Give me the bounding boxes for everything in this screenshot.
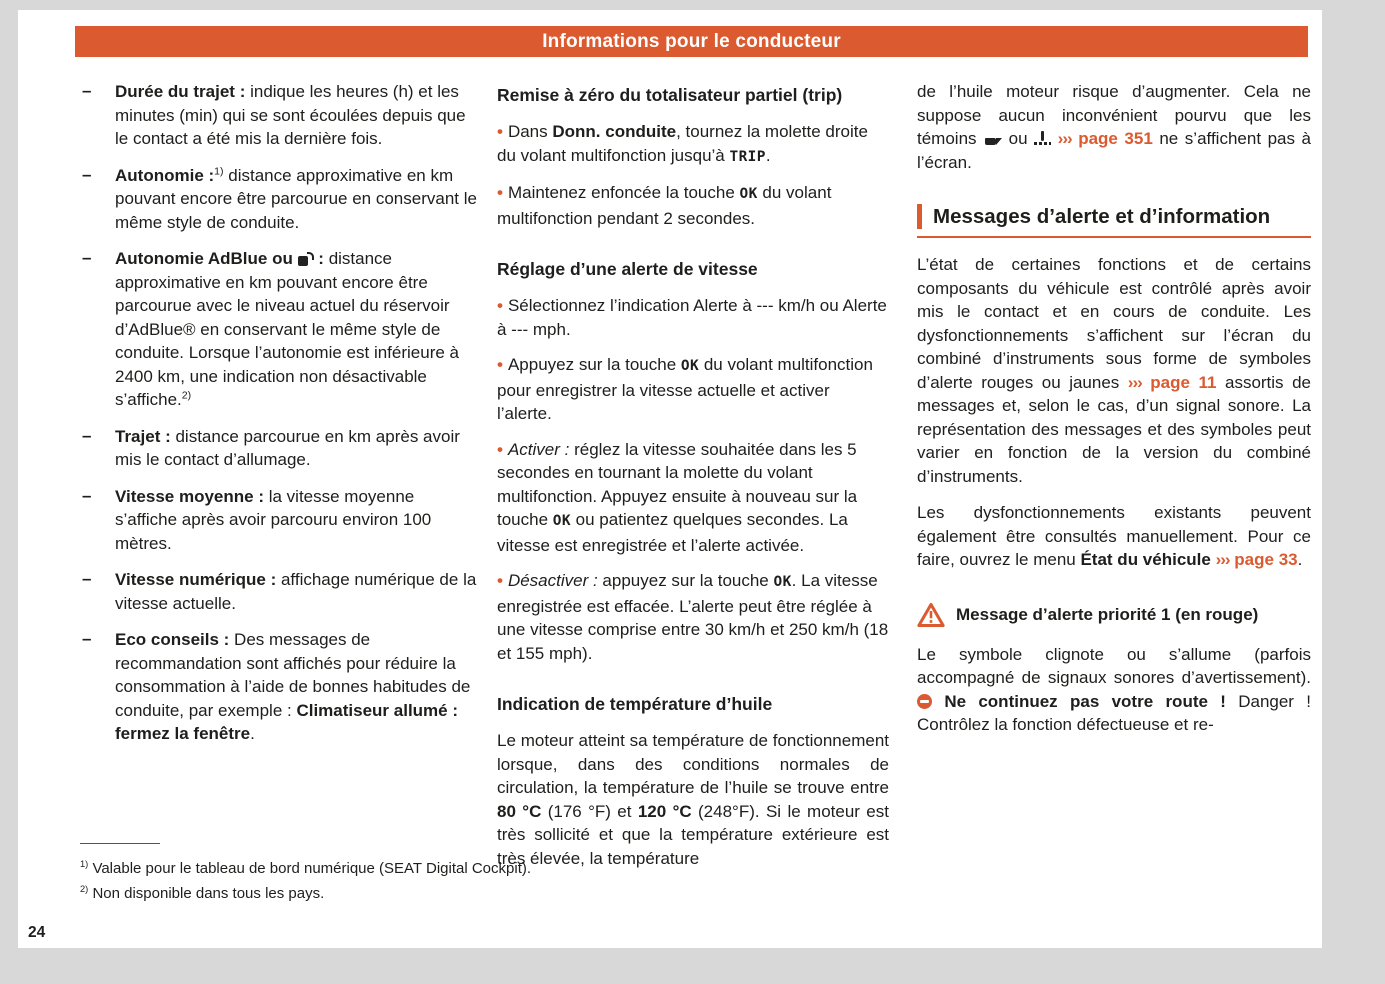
heading-oil-temperature: Indication de température d’huile — [497, 694, 773, 714]
bullet-text: Dans Donn. conduite, tournez la molette droite du volant multifonction jusqu’à TRIP. — [497, 122, 868, 165]
text-run: Trajet : — [115, 426, 171, 446]
text-run: Activer : — [507, 439, 570, 459]
text-run: État du véhicule — [1080, 550, 1211, 569]
bullet-item — [497, 438, 889, 558]
text-run: Vitesse numérique : — [115, 570, 277, 589]
text-run: 1) — [80, 859, 89, 869]
dash-bullet: – — [82, 569, 92, 588]
text-run: OK — [773, 574, 792, 590]
footnote-divider — [80, 843, 160, 844]
list-item-eco-conseils — [80, 628, 478, 746]
list-item-vitesse-numerique — [80, 568, 478, 615]
list-item-text: Eco conseils : Des messages de recommandation sont affichés pour réduire la consommation à l’aide de bonnes habitudes de conduite, par exemple : Climatiseur allumé : fermez la fenêtre. — [115, 630, 471, 743]
footnote-1: $^{1)}$ Valable pour le tableau de bord numérique (SEAT Digital Cockpit). — [80, 859, 532, 877]
bullet-text: Maintenez enfoncée la touche OK du volant multifonction pendant 2 secondes. — [497, 183, 832, 228]
text-run: Donn. conduite — [552, 122, 677, 141]
bullet-dot: • — [497, 355, 503, 374]
text-run: page 11 — [1150, 372, 1217, 392]
text-run: Eco conseils : — [115, 630, 230, 649]
text-run: ››› — [1215, 550, 1230, 569]
list-item-text: Vitesse numérique : affichage numérique de la vitesse actuelle. — [115, 570, 477, 613]
dash-bullet: – — [82, 81, 92, 100]
alert-priority-heading — [917, 602, 1311, 628]
alert-priority-title: Message d’alerte priorité 1 (en rouge) — [956, 604, 1259, 624]
list-item-text: Trajet : distance parcourue en km après avoir mis le contact d’allumage. — [115, 426, 460, 469]
list-item-vitesse-moyenne — [80, 485, 478, 556]
text-run: OK — [552, 513, 571, 529]
text-run: Durée du trajet : — [115, 82, 246, 101]
page-header — [75, 26, 1308, 57]
list-item-trajet — [80, 425, 478, 472]
paragraph-alert-priority-body: Le symbole clignote ou s’allume (parfois accompagné de signaux sonores d’avertissement). Ne continuez pas votre route ! Danger ! Contrôlez la fonction défectueuse et re- — [917, 644, 1311, 734]
bullet-dot: • — [497, 296, 503, 315]
bullet-text: Activer : réglez la vitesse souhaitée dans les 5 secondes en tournant la molette du volant multifonction. Appuyez ensuite à nouveau sur la touche OK ou patientez quelques secondes. La vitesse est enregistrée et l’alerte activée. — [497, 439, 858, 555]
list-item-duree-du-trajet — [80, 80, 478, 151]
bullet-item — [497, 181, 889, 230]
text-run: Climatiseur allumé : fermez la fenêtre — [115, 700, 459, 743]
section-heading-wrapper — [917, 204, 1311, 238]
footnote-2: $^{2)}$ Non disponible dans tous les pays. — [80, 884, 325, 902]
bullet-text: Appuyez sur la touche OK du volant multifonction pour enregistrer la vitesse actuelle et activer l’alerte. — [497, 355, 873, 423]
bullet-text: Sélectionnez l’indication Alerte à --- km/h ou Alerte à --- mph. — [497, 296, 887, 339]
text-run: page 351 — [1078, 129, 1153, 148]
manual-page-surface — [18, 10, 1322, 948]
text-run: Désactiver : — [507, 571, 598, 590]
list-item-text: Autonomie AdBlue ou : distance approximative en km pouvant encore être parcourue avec le niveau actuel du réservoir d’AdBlue® en conservant le même style de conduite. Lorsque l’autonomie est inférieure à 2400 km, une indication non désactivable s’affiche.$^{2)}$ — [115, 249, 459, 409]
text-run: ››› — [1057, 129, 1072, 148]
paragraph-oil-temperature: Le moteur atteint sa température de fonctionnement lorsque, dans des conditions normales de circulation, la température de l’huile se trouve entre 80 °C (176 °F) et 120 °C (248°F). Si le moteur est très sollicité et que la température extérieure est très élevée, la température — [497, 731, 889, 868]
page-header-title: Informations pour le conducteur — [542, 30, 841, 52]
bullet-dot: • — [497, 183, 503, 202]
text-run: 1) — [214, 164, 224, 177]
heading-speed-alert: Réglage d’une alerte de vitesse — [497, 259, 758, 279]
dash-bullet: – — [82, 629, 92, 648]
paragraph-alert-intro: L’état de certaines fonctions et de certains composants du véhicule est contrôlé après avoir mis le contact et en cours de conduite. Les dysfonctionnements s’affichent sur l’écran du combiné d’instruments sous forme de symboles d’alerte rouges ou jaunes ››› page 11 assortis de messages et, selon le cas, d’un signal sonore. La représentation des messages et des symboles peut varier en fonction de la version du combiné d’instruments. — [917, 255, 1311, 486]
text-run: Vitesse moyenne : — [115, 486, 264, 506]
dash-bullet: – — [82, 425, 92, 445]
text-run: : — [313, 249, 324, 268]
page-number: 24 — [28, 924, 46, 941]
list-item-text: Autonomie :$^{1)}$ distance approximative en km pouvant encore être parcourue en conservant le même style de conduite. — [115, 164, 477, 232]
text-run: page 33 — [1234, 550, 1298, 569]
stop-icon — [917, 694, 932, 709]
section-heading-alert-messages: Messages d’alerte et d’information — [917, 204, 1311, 229]
dash-bullet: – — [82, 485, 92, 505]
text-run: TRIP — [729, 148, 766, 165]
middle-column — [497, 80, 889, 883]
bullet-dot: • — [497, 439, 503, 459]
text-run: OK — [739, 186, 758, 202]
paragraph-oil-temperature-continued: de l’huile moteur risque d’augmenter. Cela ne suppose aucun inconvénient pourvu que les témoins ou ››› page 351 ne s’affichent pas à l’écran. — [917, 82, 1312, 172]
text-run: Autonomie AdBlue ou — [115, 249, 298, 268]
text-run: 120 °C — [637, 801, 692, 821]
oil-pressure-icon — [983, 133, 1002, 146]
right-column — [917, 80, 1311, 750]
dash-bullet: – — [82, 164, 92, 184]
text-run: Autonomie : — [115, 165, 215, 185]
left-column — [80, 80, 478, 759]
footnotes — [80, 843, 620, 906]
list-item-text: Vitesse moyenne : la vitesse moyenne s’affiche après avoir parcouru environ 100 mètres. — [115, 486, 432, 553]
bullet-item — [497, 120, 889, 169]
text-run: 2) — [181, 389, 192, 402]
bullet-dot: • — [497, 571, 503, 590]
list-item-text: Durée du trajet : indique les heures (h) et les minutes (min) qui se sont écoulées depuis que le contact a été mis la dernière fois. — [115, 82, 466, 148]
adblue-pump-icon — [298, 252, 314, 266]
text-run: Ne continuez pas votre route ! — [944, 691, 1226, 711]
bullet-item — [497, 569, 889, 665]
list-item-autonomie — [80, 164, 478, 235]
bullet-item — [497, 294, 889, 341]
bullet-item — [497, 353, 889, 426]
text-run: 2) — [80, 884, 89, 894]
warning-triangle-icon — [917, 602, 945, 628]
coolant-temp-icon — [1034, 131, 1051, 146]
heading-trip-reset: Remise à zéro du totalisateur partiel (trip) — [497, 85, 843, 105]
paragraph-vehicle-status: Les dysfonctionnements existants peuvent également être consultés manuellement. Pour ce faire, ouvrez le menu État du véhicule ››› page 33. — [917, 503, 1311, 569]
text-run: 80 °C — [497, 801, 542, 821]
list-item-autonomie-adblue — [80, 247, 478, 412]
bullet-dot: • — [497, 122, 503, 141]
dash-bullet: – — [82, 248, 92, 267]
bullet-text: Désactiver : appuyez sur la touche OK. La vitesse enregistrée est effacée. L’alerte peut être réglée à une vitesse comprise entre 30 km/h et 250 km/h (18 et 155 mph). — [497, 571, 889, 663]
text-run: ››› — [1127, 372, 1142, 392]
text-run: OK — [680, 358, 700, 374]
